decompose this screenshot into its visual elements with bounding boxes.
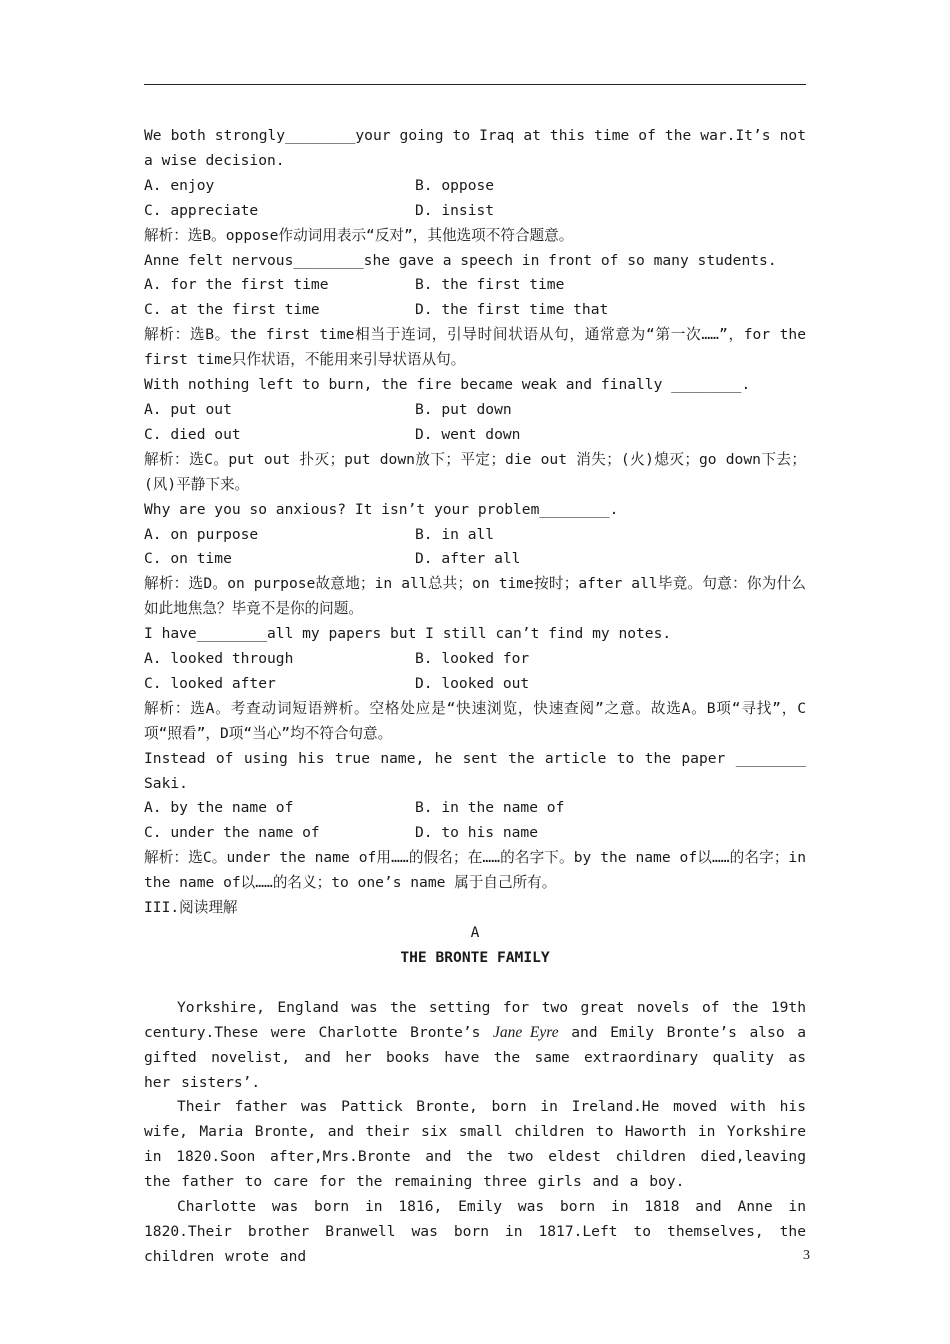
question-3 <box>144 373 806 498</box>
option-d: D. after all <box>415 550 521 568</box>
page-number: 3 <box>803 1248 810 1263</box>
option-d: D. to his name <box>415 824 539 842</box>
header-rule <box>144 84 806 85</box>
option-c: C. looked after <box>144 674 276 692</box>
explanation: 解析：选A。考查动词短语辨析。空格处应是“快速浏览，快速查阅”之意。故选A。B项“寻找”，C项“照看”，D项“当心”均不符合句意。 <box>144 699 806 742</box>
passage-title: THE BRONTE FAMILY <box>400 948 550 966</box>
options-row <box>144 647 806 672</box>
passage-paragraph-2: Their father was Pattick Bronte, born in Ireland.He moved with his wife, Maria Bronte, and their six small children to Haworth in Yorkshire in 1820.Soon after,Mrs.Bronte and the two eldest children died,leaving the father to care for the remaining three girls and a boy. <box>144 1098 806 1191</box>
option-c: C. appreciate <box>144 201 259 219</box>
option-c: C. at the first time <box>144 301 320 319</box>
question-stem: Anne felt nervous________she gave a speech in front of so many students. <box>144 251 777 269</box>
option-c: C. on time <box>144 550 232 568</box>
passage-label: A <box>470 924 480 941</box>
question-stem: I have________all my papers but I still can’t find my notes. <box>144 625 672 643</box>
option-b: B. in the name of <box>415 799 565 817</box>
option-d: D. the first time that <box>415 301 609 319</box>
option-a: A. put out <box>144 400 232 418</box>
explanation: 解析：选C。put out 扑灭；put down放下；平定；die out 消失；(火)熄灭；go down下去；(风)平静下来。 <box>144 450 806 493</box>
book-title: Jane Eyre <box>493 1023 559 1041</box>
option-c: C. died out <box>144 425 241 443</box>
option-b: B. put down <box>415 400 512 418</box>
option-c: C. under the name of <box>144 824 320 842</box>
options-row <box>144 796 806 821</box>
page-content <box>144 124 815 1270</box>
option-d: D. went down <box>415 425 521 443</box>
question-stem: Instead of using his true name, he sent the article to the paper ________ Saki. <box>144 749 815 792</box>
options-row <box>144 199 806 224</box>
options-row <box>144 423 806 448</box>
passage-paragraph-1 <box>144 996 806 1096</box>
options-row <box>144 273 806 298</box>
options-row <box>144 821 806 846</box>
options-row <box>144 174 806 199</box>
question-2 <box>144 249 815 374</box>
option-a: A. for the first time <box>144 276 329 294</box>
question-4 <box>144 498 806 623</box>
options-row <box>144 398 806 423</box>
explanation: 解析：选C。under the name of用……的假名；在……的名字下。by the name of以……的名字；in the name of以……的名义；to one’s name 属于自己所有。 <box>144 849 815 892</box>
option-b: B. in all <box>415 525 495 543</box>
option-a: A. on purpose <box>144 525 259 543</box>
option-a: A. looked through <box>144 650 294 668</box>
explanation: 解析：选B。the first time相当于连词，引导时间状语从句，通常意为“第一次……”，for the first time只作状语，不能用来引导状语从句。 <box>144 326 815 369</box>
option-b: B. the first time <box>415 276 565 294</box>
option-a: A. enjoy <box>144 176 215 194</box>
option-a: A. by the name of <box>144 799 294 817</box>
option-d: D. looked out <box>415 674 530 692</box>
question-6 <box>144 747 815 896</box>
question-stem: Why are you so anxious? It isn’t your problem________. <box>144 500 619 518</box>
options-row <box>144 523 806 548</box>
question-stem: With nothing left to burn, the fire became weak and finally ________. <box>144 376 751 394</box>
question-1 <box>144 124 815 249</box>
passage-paragraph-3: Charlotte was born in 1816, Emily was born in 1818 and Anne in 1820.Their brother Branwell was born in 1817.Left to themselves, the children wrote and <box>144 1198 806 1265</box>
option-d: D. insist <box>415 201 495 219</box>
paragraph-text: Yorkshire, England was the setting for two great novels of the 19th century.These were Charlotte Bronte’s <box>144 998 806 1041</box>
section-heading: III.阅读理解 <box>144 899 238 917</box>
option-b: B. looked for <box>415 650 530 668</box>
options-row <box>144 298 806 323</box>
question-stem: We both strongly________your going to Iraq at this time of the war.It’s not a wise decision. <box>144 127 815 169</box>
option-b: B. oppose <box>415 176 495 194</box>
options-row <box>144 547 806 572</box>
explanation: 解析：选B。oppose作动词用表示“反对”，其他选项不符合题意。 <box>144 226 574 244</box>
paragraph-text: and Emily Bronte’s also a gifted novelist, and her books have the same extraordinary quality as her sisters’. <box>144 1023 806 1091</box>
options-row <box>144 672 806 697</box>
explanation: 解析：选D。on purpose故意地；in all总共；on time按时；after all毕竟。句意：你为什么如此地焦急？毕竟不是你的问题。 <box>144 575 806 618</box>
question-5 <box>144 622 806 747</box>
